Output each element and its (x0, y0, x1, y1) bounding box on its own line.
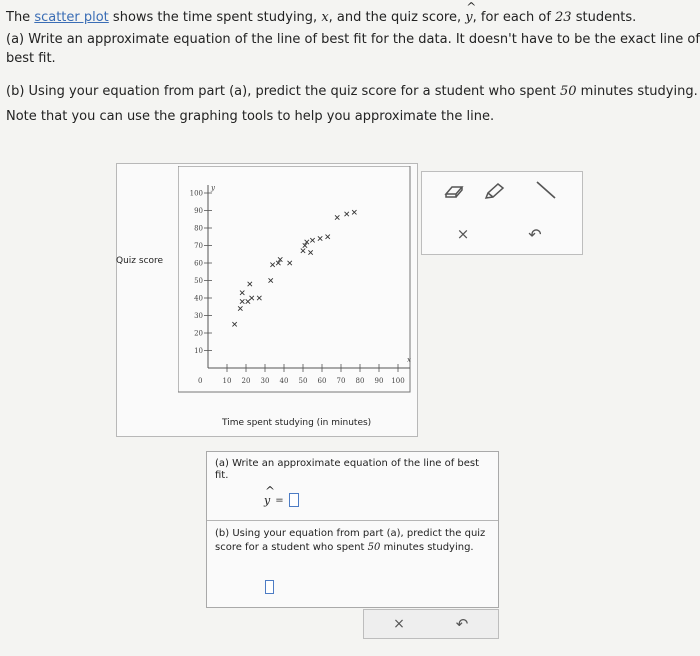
answer-panel (206, 451, 499, 608)
answer-part-a-prompt: (a) Write an approximate equation of the line of best fit. (215, 458, 480, 481)
yhat-symbol: ^ y (264, 494, 270, 507)
plot-frame (178, 166, 410, 392)
y-tick-label: 100 (189, 189, 203, 198)
x-tick-label: 10 (222, 377, 232, 385)
x-tick-label: 60 (317, 377, 327, 385)
answer-action-bar (363, 609, 499, 639)
problem-statement (6, 8, 700, 126)
y-tick-label: 30 (194, 312, 203, 320)
answer-part-b-prompt: (b) Using your equation from part (a), predict the quiz score for a student who spent 50 minutes studying. (215, 528, 486, 553)
x-tick-label: 100 (391, 377, 405, 385)
student-count: 23 (555, 10, 572, 25)
var-x: x (321, 10, 329, 25)
scatter-plot-link[interactable]: scatter plot (34, 10, 109, 25)
origin-label: 0 (198, 377, 203, 385)
line-tool-icon[interactable] (534, 178, 558, 202)
intro-paragraph: The scatter plot shows the time spent studying, x, and the quiz score, ^ y, for each of 23 students. (6, 8, 700, 27)
y-tick-label: 80 (194, 224, 203, 233)
y-tick-label: 60 (194, 259, 203, 268)
part-b-instruction: (b) Using your equation from part (a), predict the quiz score for a student who spent 50 minutes studying. (6, 84, 698, 99)
graph-tools-panel (421, 171, 583, 255)
clear-graph-icon[interactable]: × (456, 225, 470, 243)
equation-answer-box[interactable] (289, 493, 299, 507)
y-axis-variable: y (211, 184, 215, 192)
y-axis-title: Quiz score (116, 256, 164, 266)
y-tick-label: 40 (194, 294, 203, 303)
y-tick-label: 20 (194, 329, 203, 338)
x-tick-label: 90 (374, 377, 384, 385)
x-tick-label: 70 (336, 377, 346, 385)
eraser-icon[interactable] (442, 180, 466, 204)
clear-answer-icon[interactable]: × (393, 616, 405, 632)
graphing-note: Note that you can use the graphing tools to help you approximate the line. (6, 109, 495, 124)
x-tick-label: 50 (298, 377, 308, 385)
part-a-instruction: (a) Write an approximate equation of the line of best fit for the data. It doesn't have to be the exact line of best fit. (6, 32, 700, 66)
prediction-answer-box[interactable] (265, 580, 274, 594)
x-tick-label: 20 (241, 377, 251, 385)
undo-graph-icon[interactable]: ↶ (528, 224, 542, 244)
equation-row: ^ y = (264, 493, 299, 507)
undo-answer-icon[interactable]: ↶ (455, 615, 469, 633)
y-tick-label: 90 (194, 207, 203, 215)
var-y-hat: ^ y (465, 8, 472, 27)
x-tick-label: 30 (260, 377, 270, 385)
y-tick-label: 70 (194, 242, 203, 250)
x-tick-label: 40 (279, 377, 289, 385)
y-tick-label: 50 (194, 277, 203, 285)
scatter-plot-canvas[interactable] (178, 166, 416, 394)
y-tick-label: 10 (194, 347, 203, 355)
x-axis-variable: x (407, 356, 411, 364)
pencil-icon[interactable] (482, 180, 506, 204)
x-axis-title: Time spent studying (in minutes) (222, 418, 372, 428)
x-tick-label: 80 (355, 377, 365, 385)
divider (207, 520, 498, 521)
